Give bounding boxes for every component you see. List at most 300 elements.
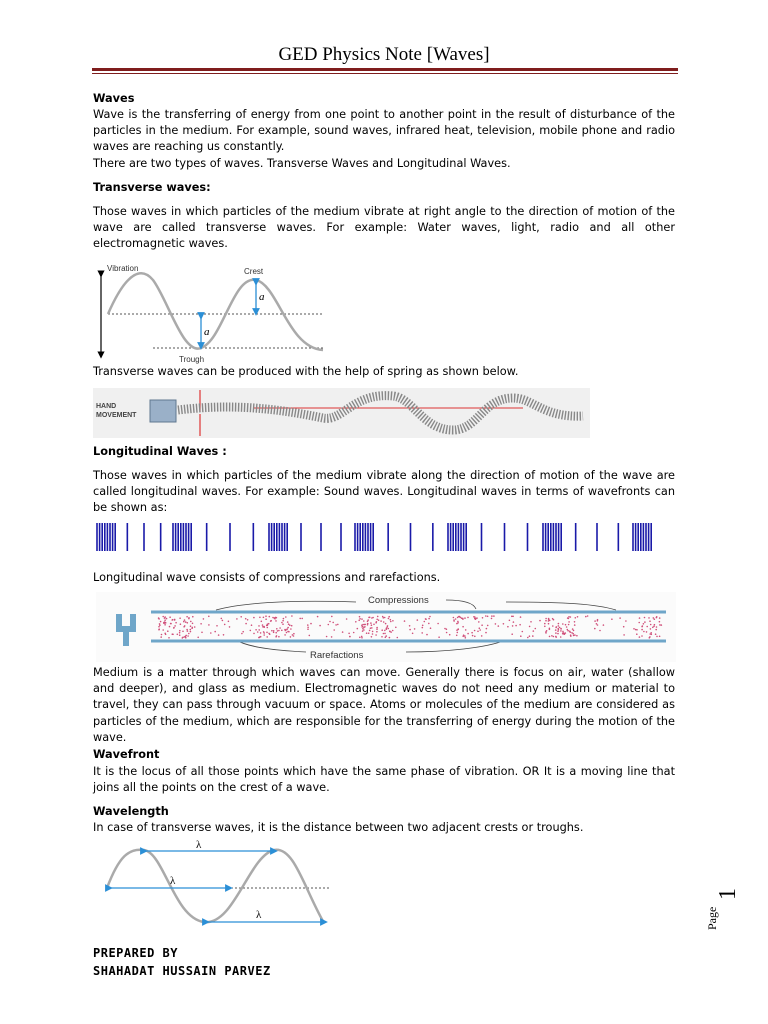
particle-dot	[291, 615, 293, 617]
particle-dot	[258, 629, 260, 631]
particle-dot	[544, 623, 546, 625]
particle-dot	[656, 626, 658, 628]
waves-heading: Waves	[93, 92, 135, 105]
particle-dot	[326, 636, 328, 638]
particle-dot	[390, 619, 392, 621]
particle-dot	[331, 616, 333, 618]
particle-dot	[509, 620, 511, 622]
particle-dot	[172, 619, 174, 621]
particle-dot	[503, 623, 505, 625]
particle-dot	[273, 630, 275, 632]
particle-dot	[188, 633, 190, 635]
particle-dot	[498, 625, 500, 627]
particle-dot	[170, 623, 172, 625]
particle-dot	[241, 633, 243, 635]
particle-dot	[375, 622, 377, 624]
particle-dot	[369, 630, 371, 632]
particle-dot	[263, 617, 265, 619]
particle-dot	[159, 624, 161, 626]
particle-dot	[366, 632, 368, 634]
particle-dot	[511, 616, 513, 618]
particle-dot	[229, 626, 231, 628]
particle-dot	[548, 619, 550, 621]
particle-dot	[307, 624, 309, 626]
particle-dot	[335, 624, 337, 626]
transverse-definition: Those waves in which particles of the medium vibrate at right angle to the direction of motion of the wave are called transverse waves. For example: Water waves, light, radio and all other electromagnetic waves.	[93, 205, 675, 251]
particle-dot	[453, 617, 455, 619]
particle-dot	[545, 620, 547, 622]
particle-dot	[392, 620, 394, 622]
particle-dot	[169, 616, 171, 618]
particle-dot	[278, 636, 280, 638]
particle-dot	[184, 636, 186, 638]
particle-dot	[594, 628, 596, 630]
particle-dot	[174, 619, 176, 621]
author-name: SHAHADAT HUSSAIN PARVEZ	[93, 964, 271, 978]
particle-dot	[437, 623, 439, 625]
page-label: Page	[705, 906, 719, 930]
particle-dot	[192, 627, 194, 629]
particle-dot	[491, 618, 493, 620]
particle-dot	[266, 636, 268, 638]
particle-dot	[574, 621, 576, 623]
particle-dot	[162, 629, 164, 631]
particle-dot	[173, 627, 175, 629]
particle-dot	[376, 619, 378, 621]
particle-dot	[208, 616, 210, 618]
particle-dot	[467, 633, 469, 635]
particle-dot	[319, 625, 321, 627]
hand-label: HAND	[96, 403, 117, 410]
particle-dot	[656, 616, 658, 618]
particle-dot	[659, 624, 661, 626]
particle-dot	[456, 635, 458, 637]
particle-dot	[255, 629, 257, 631]
particle-dot	[457, 621, 459, 623]
particle-dot	[183, 626, 185, 628]
particle-dot	[633, 628, 635, 630]
particle-dot	[361, 618, 363, 620]
particle-dot	[649, 637, 651, 639]
particle-dot	[481, 635, 483, 637]
particle-dot	[281, 630, 283, 632]
particle-dot	[260, 632, 262, 634]
particle-dot	[250, 630, 252, 632]
particle-dot	[545, 632, 547, 634]
particle-dot	[346, 618, 348, 620]
particle-dot	[638, 622, 640, 624]
particle-dot	[258, 637, 260, 639]
particle-dot	[276, 617, 278, 619]
particle-dot	[210, 632, 212, 634]
particle-dot	[179, 634, 181, 636]
particle-dot	[333, 629, 335, 631]
lambda-top: λ	[196, 839, 202, 851]
particle-dot	[163, 622, 165, 624]
particle-dot	[372, 631, 374, 633]
particle-dot	[585, 616, 587, 618]
particle-dot	[644, 621, 646, 623]
particle-dot	[174, 625, 176, 627]
particle-dot	[457, 628, 459, 630]
particle-dot	[362, 624, 364, 626]
particle-dot	[519, 624, 521, 626]
particle-dot	[190, 629, 192, 631]
particle-dot	[390, 621, 392, 623]
particle-dot	[522, 631, 524, 633]
particle-dot	[389, 631, 391, 633]
particle-dot	[548, 620, 550, 622]
particle-dot	[367, 623, 369, 625]
particle-dot	[179, 617, 181, 619]
movement-label: MOVEMENT	[96, 412, 137, 419]
particle-dot	[558, 629, 560, 631]
particle-dot	[165, 622, 167, 624]
particle-dot	[201, 632, 203, 634]
particle-dot	[287, 621, 289, 623]
particle-dot	[545, 618, 547, 620]
particle-dot	[474, 630, 476, 632]
particle-dot	[558, 623, 560, 625]
particle-dot	[361, 626, 363, 628]
particle-dot	[370, 622, 372, 624]
particle-dot	[446, 628, 448, 630]
particle-dot	[392, 630, 394, 632]
particle-dot	[372, 633, 374, 635]
particle-dot	[639, 617, 641, 619]
wavelength-text: In case of transverse waves, it is the distance between two adjacent crests or troughs.	[93, 821, 584, 834]
particle-dot	[375, 634, 377, 636]
trough-label: Trough	[179, 355, 205, 364]
particle-dot	[164, 616, 166, 618]
particle-dot	[373, 624, 375, 626]
particle-dot	[544, 626, 546, 628]
particle-dot	[273, 632, 275, 634]
particle-dot	[655, 633, 657, 635]
particle-dot	[342, 631, 344, 633]
particle-dot	[186, 629, 188, 631]
particle-dot	[574, 624, 576, 626]
particle-dot	[429, 616, 431, 618]
particle-dot	[573, 630, 575, 632]
particle-dot	[654, 618, 656, 620]
particle-dot	[279, 627, 281, 629]
particle-dot	[187, 635, 189, 637]
particle-dot	[208, 624, 210, 626]
particle-dot	[552, 618, 554, 620]
crest-label: Crest	[244, 267, 264, 276]
particle-dot	[359, 637, 361, 639]
particle-dot	[487, 616, 489, 618]
lambda-middle: λ	[170, 875, 176, 887]
particle-dot	[552, 625, 554, 627]
particle-dot	[242, 631, 244, 633]
particle-dot	[168, 637, 170, 639]
particle-dot	[656, 636, 658, 638]
particle-dot	[269, 633, 271, 635]
particle-dot	[187, 630, 189, 632]
particle-dot	[532, 635, 534, 637]
particle-dot	[474, 616, 476, 618]
particle-dot	[253, 633, 255, 635]
particle-dot	[309, 635, 311, 637]
particle-dot	[486, 628, 488, 630]
particle-dot	[362, 630, 364, 632]
particle-dot	[358, 620, 360, 622]
particle-dot	[479, 627, 481, 629]
particle-dot	[187, 622, 189, 624]
particle-dot	[160, 621, 162, 623]
particle-dot	[158, 618, 160, 620]
particle-dot	[465, 629, 467, 631]
particle-dot	[565, 624, 567, 626]
particle-dot	[167, 630, 169, 632]
particle-dot	[412, 633, 414, 635]
particle-dot	[654, 624, 656, 626]
particle-dot	[197, 637, 199, 639]
particle-dot	[265, 618, 267, 620]
particle-dot	[444, 628, 446, 630]
particle-dot	[548, 623, 550, 625]
transverse-wave-figure	[93, 260, 333, 366]
particle-dot	[221, 618, 223, 620]
particle-dot	[464, 617, 466, 619]
particle-dot	[265, 615, 267, 617]
particle-dot	[165, 634, 167, 636]
particle-dot	[557, 630, 559, 632]
wavelength-figure	[104, 838, 336, 930]
particle-dot	[276, 628, 278, 630]
particle-dot	[428, 623, 430, 625]
particle-dot	[491, 615, 493, 617]
particle-dot	[188, 618, 190, 620]
particle-dot	[185, 621, 187, 623]
particle-dot	[185, 635, 187, 637]
particle-dot	[430, 627, 432, 629]
particle-dot	[560, 636, 562, 638]
particle-dot	[182, 637, 184, 639]
particle-dot	[267, 627, 269, 629]
particle-dot	[641, 635, 643, 637]
particle-dot	[236, 618, 238, 620]
wavefront-text: It is the locus of all those points which have the same phase of vibration. OR It is a moving line that joins all the points on the crest of a wave.	[93, 765, 675, 795]
waves-types: There are two types of waves. Transverse Waves and Longitudinal Waves.	[93, 157, 511, 170]
particle-dot	[359, 616, 361, 618]
particle-dot	[329, 621, 331, 623]
particle-dot	[282, 620, 284, 622]
amplitude-label-crest: a	[259, 291, 265, 303]
particle-dot	[247, 619, 249, 621]
particle-dot	[177, 634, 179, 636]
particle-dot	[275, 632, 277, 634]
particle-dot	[371, 627, 373, 629]
particle-dot	[650, 628, 652, 630]
particle-dot	[290, 628, 292, 630]
particle-dot	[376, 628, 378, 630]
particle-dot	[371, 624, 373, 626]
particle-dot	[566, 626, 568, 628]
particle-dot	[643, 631, 645, 633]
particle-dot	[388, 618, 390, 620]
particle-dot	[383, 633, 385, 635]
particle-dot	[274, 617, 276, 619]
particle-dot	[161, 634, 163, 636]
particle-dot	[535, 628, 537, 630]
vibration-label: Vibration	[107, 264, 139, 273]
particle-dot	[562, 631, 564, 633]
particle-dot	[355, 621, 357, 623]
particle-dot	[245, 618, 247, 620]
particle-dot	[576, 635, 578, 637]
particle-dot	[652, 627, 654, 629]
particle-dot	[317, 616, 319, 618]
particle-dot	[383, 621, 385, 623]
particle-dot	[495, 623, 497, 625]
particle-dot	[646, 626, 648, 628]
particle-dot	[559, 627, 561, 629]
particle-dot	[283, 618, 285, 620]
particle-dot	[567, 630, 569, 632]
particle-dot	[482, 617, 484, 619]
particle-dot	[271, 630, 273, 632]
particle-dot	[307, 628, 309, 630]
wavefront-lines-figure	[93, 522, 678, 552]
particle-dot	[377, 616, 379, 618]
particle-dot	[268, 623, 270, 625]
particle-dot	[641, 629, 643, 631]
particle-dot	[485, 615, 487, 617]
particle-dot	[462, 618, 464, 620]
particle-dot	[651, 634, 653, 636]
particle-dot	[457, 617, 459, 619]
particle-dot	[363, 627, 365, 629]
particle-dot	[287, 627, 289, 629]
prepared-by: PREPARED BY	[93, 946, 178, 960]
particle-dot	[560, 628, 562, 630]
particle-dot	[623, 634, 625, 636]
particle-dot	[464, 635, 466, 637]
particle-dot	[648, 617, 650, 619]
particle-dot	[567, 617, 569, 619]
particle-dot	[275, 620, 277, 622]
particle-dot	[270, 620, 272, 622]
particle-dot	[328, 624, 330, 626]
particle-dot	[376, 627, 378, 629]
particle-dot	[661, 624, 663, 626]
lambda-bottom: λ	[256, 909, 262, 921]
particle-dot	[389, 637, 391, 639]
particle-dot	[649, 620, 651, 622]
particle-dot	[190, 625, 192, 627]
particle-dot	[539, 620, 541, 622]
particle-dot	[572, 628, 574, 630]
particle-dot	[361, 636, 363, 638]
particle-dot	[575, 617, 577, 619]
particle-dot	[359, 618, 361, 620]
particle-dot	[472, 635, 474, 637]
particle-dot	[385, 635, 387, 637]
particle-dot	[266, 632, 268, 634]
particle-dot	[619, 617, 621, 619]
particle-dot	[261, 621, 263, 623]
particle-dot	[611, 618, 613, 620]
wavefront-heading: Wavefront	[93, 748, 160, 761]
particle-dot	[292, 634, 294, 636]
particle-dot	[456, 623, 458, 625]
particle-dot	[635, 629, 637, 631]
particle-dot	[291, 625, 293, 627]
particle-dot	[228, 621, 230, 623]
particle-dot	[190, 621, 192, 623]
particle-dot	[426, 634, 428, 636]
particle-dot	[623, 626, 625, 628]
particle-dot	[284, 634, 286, 636]
particle-dot	[388, 628, 390, 630]
particle-dot	[380, 620, 382, 622]
particle-dot	[190, 631, 192, 633]
particle-dot	[158, 626, 160, 628]
particle-dot	[381, 629, 383, 631]
particle-dot	[625, 620, 627, 622]
particle-dot	[384, 633, 386, 635]
particle-dot	[269, 616, 271, 618]
particle-dot	[253, 617, 255, 619]
particle-dot	[290, 636, 292, 638]
particle-dot	[194, 626, 196, 628]
particle-dot	[192, 616, 194, 618]
particle-dot	[659, 621, 661, 623]
particle-dot	[169, 626, 171, 628]
particle-dot	[460, 617, 462, 619]
particle-dot	[549, 629, 551, 631]
particle-dot	[378, 619, 380, 621]
particle-dot	[367, 619, 369, 621]
particle-dot	[223, 634, 225, 636]
particle-dot	[385, 623, 387, 625]
particle-dot	[555, 636, 557, 638]
particle-dot	[479, 629, 481, 631]
page-number: 1	[715, 888, 741, 900]
particle-dot	[272, 617, 274, 619]
compressions-label: Compressions	[368, 595, 429, 606]
particle-dot	[558, 625, 560, 627]
particle-dot	[646, 631, 648, 633]
particle-dot	[577, 616, 579, 618]
particle-dot	[594, 620, 596, 622]
particle-dot	[481, 624, 483, 626]
particle-dot	[596, 623, 598, 625]
particle-dot	[245, 623, 247, 625]
particle-dot	[397, 637, 399, 639]
particle-dot	[262, 626, 264, 628]
particle-dot	[184, 619, 186, 621]
particle-dot	[493, 615, 495, 617]
spring-figure	[93, 388, 590, 438]
particle-dot	[650, 624, 652, 626]
particle-dot	[409, 629, 411, 631]
particle-dot	[192, 623, 194, 625]
particle-dot	[556, 626, 558, 628]
particle-dot	[262, 624, 264, 626]
particle-dot	[349, 636, 351, 638]
particle-dot	[299, 618, 301, 620]
particle-dot	[428, 618, 430, 620]
particle-dot	[224, 624, 226, 626]
header-rule-thick	[92, 68, 678, 71]
medium-text: Medium is a matter through which waves can move. Generally there is focus on air, water (shallow and deeper), and glass as medium. Electromagnetic waves do not need any medium or material to travel, they can pass through vacuum or space. Atoms or molecules of the medium are considered as particles of the medium, which are responsible for the transferring of energy during the motion of the wave.	[93, 666, 675, 744]
particle-dot	[200, 623, 202, 625]
particle-dot	[404, 620, 406, 622]
